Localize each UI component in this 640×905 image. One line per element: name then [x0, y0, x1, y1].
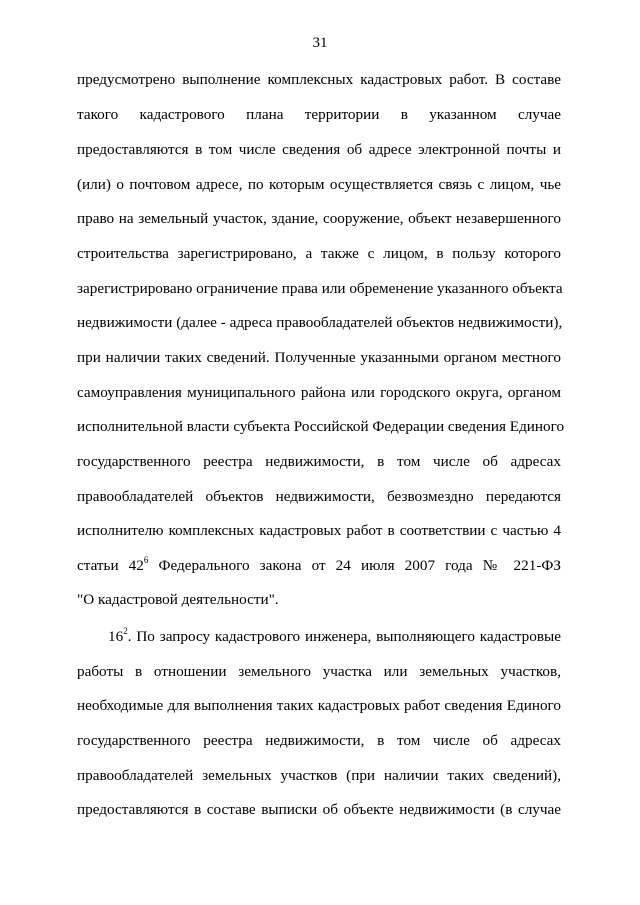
- text-line: правообладателей земельных участков (при наличии таких сведений),: [77, 767, 561, 784]
- text-line: зарегистрировано ограничение права или обременение указанного объекта: [77, 280, 563, 297]
- law-reference-line: [77, 556, 561, 576]
- law-article-superscript: 6: [143, 554, 149, 565]
- text-line: работы в отношении земельного участка или земельных участков,: [77, 663, 561, 680]
- text-line: необходимые для выполнения таких кадастровых работ сведения Единого: [77, 697, 561, 714]
- text-line: право на земельный участок, здание, сооружение, объект незавершенного: [77, 210, 561, 227]
- text-line: исполнительной власти субъекта Российской Федерации сведения Единого: [77, 418, 565, 435]
- paragraph-start-line: [108, 627, 561, 647]
- text-line: государственного реестра недвижимости, в том числе об адресах: [77, 453, 561, 470]
- law-title: Федерального закона от 24 июля 2007 года № 221-ФЗ: [148, 557, 561, 574]
- text-line: самоуправления муниципального района или городского округа, органом: [77, 384, 561, 401]
- text-line: правообладателей объектов недвижимости, безвозмездно передаются: [77, 488, 561, 505]
- text-line: недвижимости (далее - адреса правообладателей объектов недвижимости),: [77, 314, 563, 331]
- text-line: при наличии таких сведений. Полученные указанными органом местного: [77, 349, 561, 366]
- text-line: предоставляются в том числе сведения об адресе электронной почты и: [77, 141, 561, 158]
- paragraph-number: 16: [108, 628, 124, 645]
- text-line: исполнителю комплексных кадастровых работ в соответствии с частью 4: [77, 522, 561, 539]
- paragraph-number-superscript: 2: [123, 625, 128, 636]
- law-name-line: "О кадастровой деятельности".: [77, 591, 279, 608]
- paragraph-text: . По запросу кадастрового инженера, выполняющего кадастровые: [127, 628, 561, 645]
- text-line: государственного реестра недвижимости, в том числе об адресах: [77, 732, 561, 749]
- law-article: статьи 42: [77, 557, 144, 574]
- page-number: 31: [312, 35, 328, 51]
- text-line: такого кадастрового плана территории в указанном случае: [77, 106, 561, 123]
- text-line: (или) о почтовом адресе, по которым осуществляется связь с лицом, чье: [77, 176, 561, 193]
- text-line: предоставляются в составе выписки об объекте недвижимости (в случае: [77, 801, 561, 818]
- text-line: предусмотрено выполнение комплексных кадастровых работ. В составе: [77, 71, 561, 88]
- text-line: строительства зарегистрировано, а также с лицом, в пользу которого: [77, 245, 561, 262]
